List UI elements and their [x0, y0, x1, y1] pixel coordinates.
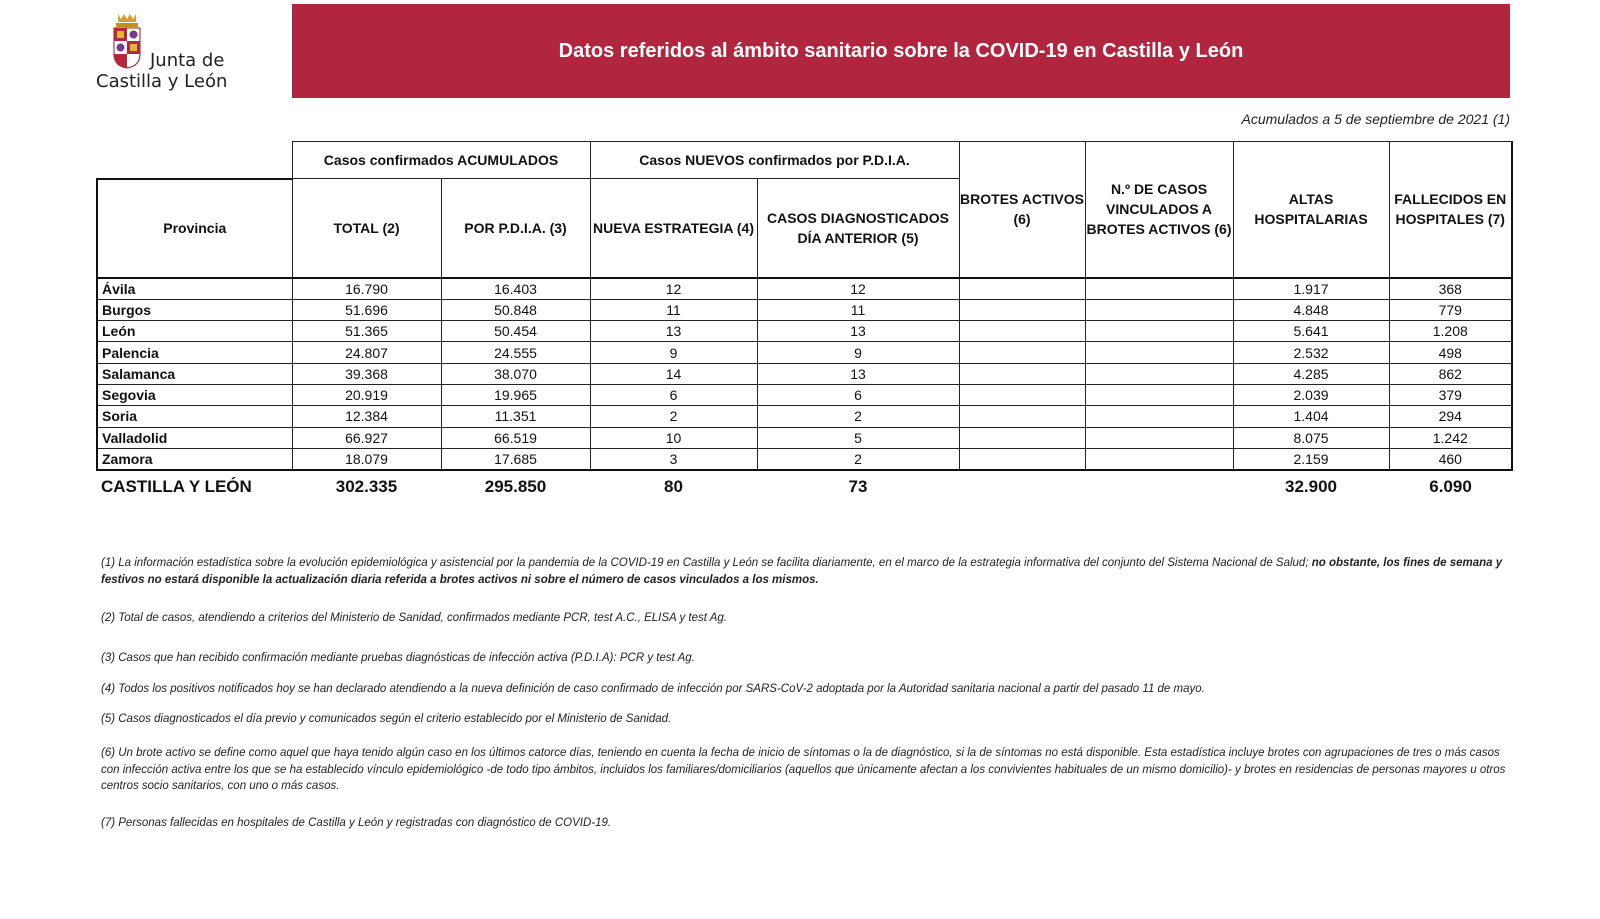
cell-altas: 8.075 [1233, 427, 1389, 448]
footnote-1-bold: no obstante, los fines de semana y festivos no estará disponible la actualización diaria referida a brotes activos ni sobre el número de casos vinculados a los mismos. [101, 557, 1503, 586]
cell-anterior: 6 [757, 384, 959, 405]
totals-altas: 32.900 [1285, 477, 1338, 497]
cell-nueva: 10 [590, 427, 757, 448]
cell-fallecidos: 379 [1389, 384, 1512, 405]
footnote-6: (6) Un brote activo se define como aquel que haya tenido algún caso en los últimos catorce días, teniendo en cuenta la fecha de inicio de síntomas o la de diagnóstico, si la de síntomas no está disponible. Esta estadística incluye brotes con agrupaciones de tres o más casos con infección activa entre los que se ha establecido vínculo epidemiológico -de todo tipo ámbitos, incluidos los familiares/domiciliarios (aquellos que únicamente afectan a los convivientes habituales de un mismo domicilio)- y brotes en residencias de personas mayores u otros centros socio sanitarios, con uno o más casos. [101, 747, 1506, 792]
logo-line-2: Castilla y León [96, 71, 228, 92]
footnote-2: (2) Total de casos, atendiendo a criterios del Ministerio de Sanidad, confirmados mediante PCR, test A.C., ELISA y test Ag. [101, 612, 727, 624]
cell-por-pdia: 50.848 [441, 299, 590, 320]
table-row [97, 278, 1512, 300]
cell-brotes [959, 299, 1085, 320]
cell-provincia: Soria [97, 406, 292, 427]
cell-fallecidos: 779 [1389, 299, 1512, 320]
cell-total: 66.927 [292, 427, 441, 448]
totals-total: 302.335 [335, 477, 398, 497]
cell-nueva: 13 [590, 321, 757, 342]
footnote-1 [101, 555, 1511, 588]
cell-anterior: 12 [757, 278, 959, 300]
cell-provincia: Zamora [97, 448, 292, 470]
cell-provincia: Burgos [97, 299, 292, 320]
cell-brotes [959, 448, 1085, 470]
cell-brotes [959, 342, 1085, 363]
col-header-vinculados: N.º DE CASOS VINCULADOS A BROTES ACTIVOS (6) [1085, 142, 1233, 278]
cell-por-pdia: 17.685 [441, 448, 590, 470]
cell-por-pdia: 16.403 [441, 278, 590, 300]
cell-provincia: Segovia [97, 384, 292, 405]
cell-fallecidos: 368 [1389, 278, 1512, 300]
table-row [97, 321, 1512, 342]
cell-provincia: Salamanca [97, 363, 292, 384]
logo-line-1: Junta de [150, 50, 225, 71]
footnote-7: (7) Personas fallecidas en hospitales de Castilla y León y registradas con diagnóstico de COVID-19. [101, 817, 612, 829]
cell-altas: 1.917 [1233, 278, 1389, 300]
cell-brotes [959, 321, 1085, 342]
cell-nueva: 9 [590, 342, 757, 363]
cell-brotes [959, 406, 1085, 427]
page-title: Datos referidos al ámbito sanitario sobre la COVID-19 en Castilla y León [558, 39, 1244, 62]
col-header-fallecidos: FALLECIDOS EN HOSPITALES (7) [1389, 142, 1512, 278]
totals-por-pdia: 295.850 [484, 477, 547, 497]
cell-nueva: 14 [590, 363, 757, 384]
table-row [97, 299, 1512, 320]
table-row [97, 384, 1512, 405]
cell-brotes [959, 384, 1085, 405]
cell-por-pdia: 66.519 [441, 427, 590, 448]
col-header-dia-anterior: CASOS DIAGNOSTICADOS DÍA ANTERIOR (5) [757, 179, 959, 278]
cell-total: 18.079 [292, 448, 441, 470]
date-note: Acumulados a 5 de septiembre de 2021 (1) [1241, 111, 1510, 127]
cell-brotes [959, 427, 1085, 448]
cell-anterior: 13 [757, 363, 959, 384]
cell-altas: 2.532 [1233, 342, 1389, 363]
cell-por-pdia: 24.555 [441, 342, 590, 363]
table-row [97, 363, 1512, 384]
col-header-altas: ALTAS HOSPITALARIAS [1233, 142, 1389, 278]
col-header-provincia: Provincia [97, 179, 292, 278]
totals-anterior: 73 [848, 477, 868, 497]
cell-por-pdia: 50.454 [441, 321, 590, 342]
cell-anterior: 13 [757, 321, 959, 342]
cell-provincia: Valladolid [97, 427, 292, 448]
cell-altas: 2.039 [1233, 384, 1389, 405]
cell-nueva: 12 [590, 278, 757, 300]
cell-por-pdia: 19.965 [441, 384, 590, 405]
cell-anterior: 5 [757, 427, 959, 448]
cell-vinculados [1085, 321, 1233, 342]
header-blank [97, 142, 292, 179]
cell-vinculados [1085, 363, 1233, 384]
table-row [97, 427, 1512, 448]
cell-total: 51.696 [292, 299, 441, 320]
cell-altas: 4.848 [1233, 299, 1389, 320]
cell-total: 39.368 [292, 363, 441, 384]
col-header-total: TOTAL (2) [292, 179, 441, 278]
cell-total: 24.807 [292, 342, 441, 363]
cell-provincia: Palencia [97, 342, 292, 363]
cell-altas: 1.404 [1233, 406, 1389, 427]
junta-logo [96, 8, 246, 98]
cell-altas: 2.159 [1233, 448, 1389, 470]
footnote-3: (3) Casos que han recibido confirmación mediante pruebas diagnósticas de infección activa (P.D.I.A): PCR y test Ag. [101, 652, 695, 664]
totals-label: CASTILLA Y LEÓN [101, 477, 252, 497]
cell-fallecidos: 1.242 [1389, 427, 1512, 448]
totals-nueva: 80 [664, 477, 683, 497]
cell-nueva: 2 [590, 406, 757, 427]
cell-vinculados [1085, 342, 1233, 363]
totals-row [97, 470, 1512, 503]
footnote-4: (4) Todos los positivos notificados hoy se han declarado atendiendo a la nueva definición de caso confirmado de infección por SARS-CoV-2 adoptada por la Autoridad sanitaria nacional a partir del pasado 11 de mayo. [101, 683, 1205, 695]
cell-fallecidos: 862 [1389, 363, 1512, 384]
covid-data-table [96, 141, 1513, 503]
cell-vinculados [1085, 278, 1233, 300]
col-header-por-pdia: POR P.D.I.A. (3) [441, 179, 590, 278]
cell-anterior: 9 [757, 342, 959, 363]
table-body [97, 278, 1512, 471]
title-banner [292, 4, 1510, 98]
footnote-5: (5) Casos diagnosticados el día previo y comunicados según el criterio establecido por el Ministerio de Sanidad. [101, 713, 672, 725]
col-header-nueva-estrategia: NUEVA ESTRATEGIA (4) [590, 179, 757, 278]
cell-anterior: 2 [757, 448, 959, 470]
cell-total: 12.384 [292, 406, 441, 427]
cell-por-pdia: 11.351 [441, 406, 590, 427]
cell-vinculados [1085, 406, 1233, 427]
cell-nueva: 6 [590, 384, 757, 405]
cell-total: 51.365 [292, 321, 441, 342]
cell-vinculados [1085, 427, 1233, 448]
cell-nueva: 11 [590, 299, 757, 320]
cell-brotes [959, 278, 1085, 300]
group-header-acumulados: Casos confirmados ACUMULADOS [292, 142, 590, 179]
cell-vinculados [1085, 384, 1233, 405]
cell-total: 20.919 [292, 384, 441, 405]
cell-fallecidos: 460 [1389, 448, 1512, 470]
cell-anterior: 2 [757, 406, 959, 427]
cell-total: 16.790 [292, 278, 441, 300]
cell-anterior: 11 [757, 299, 959, 320]
cell-vinculados [1085, 299, 1233, 320]
cell-fallecidos: 294 [1389, 406, 1512, 427]
col-header-brotes: BROTES ACTIVOS (6) [959, 142, 1085, 278]
cell-provincia: León [97, 321, 292, 342]
totals-fallecidos: 6.090 [1429, 477, 1472, 497]
cell-nueva: 3 [590, 448, 757, 470]
totals-vinculados [1085, 470, 1233, 503]
cell-provincia: Ávila [97, 278, 292, 300]
cell-fallecidos: 498 [1389, 342, 1512, 363]
cell-fallecidos: 1.208 [1389, 321, 1512, 342]
cell-altas: 4.285 [1233, 363, 1389, 384]
totals-brotes [959, 470, 1085, 503]
cell-altas: 5.641 [1233, 321, 1389, 342]
group-header-nuevos: Casos NUEVOS confirmados por P.D.I.A. [590, 142, 959, 179]
cell-brotes [959, 363, 1085, 384]
cell-vinculados [1085, 448, 1233, 470]
table-row [97, 342, 1512, 363]
cell-por-pdia: 38.070 [441, 363, 590, 384]
table-row [97, 448, 1512, 470]
footnote-1-text: (1) La información estadística sobre la evolución epidemiológica y asistencial por la pandemia de la COVID-19 en Castilla y León se facilita diariamente, en el marco de la estrategia informativa del conjunto del Sistema Nacional de Salud; [101, 557, 1309, 569]
table-row [97, 406, 1512, 427]
